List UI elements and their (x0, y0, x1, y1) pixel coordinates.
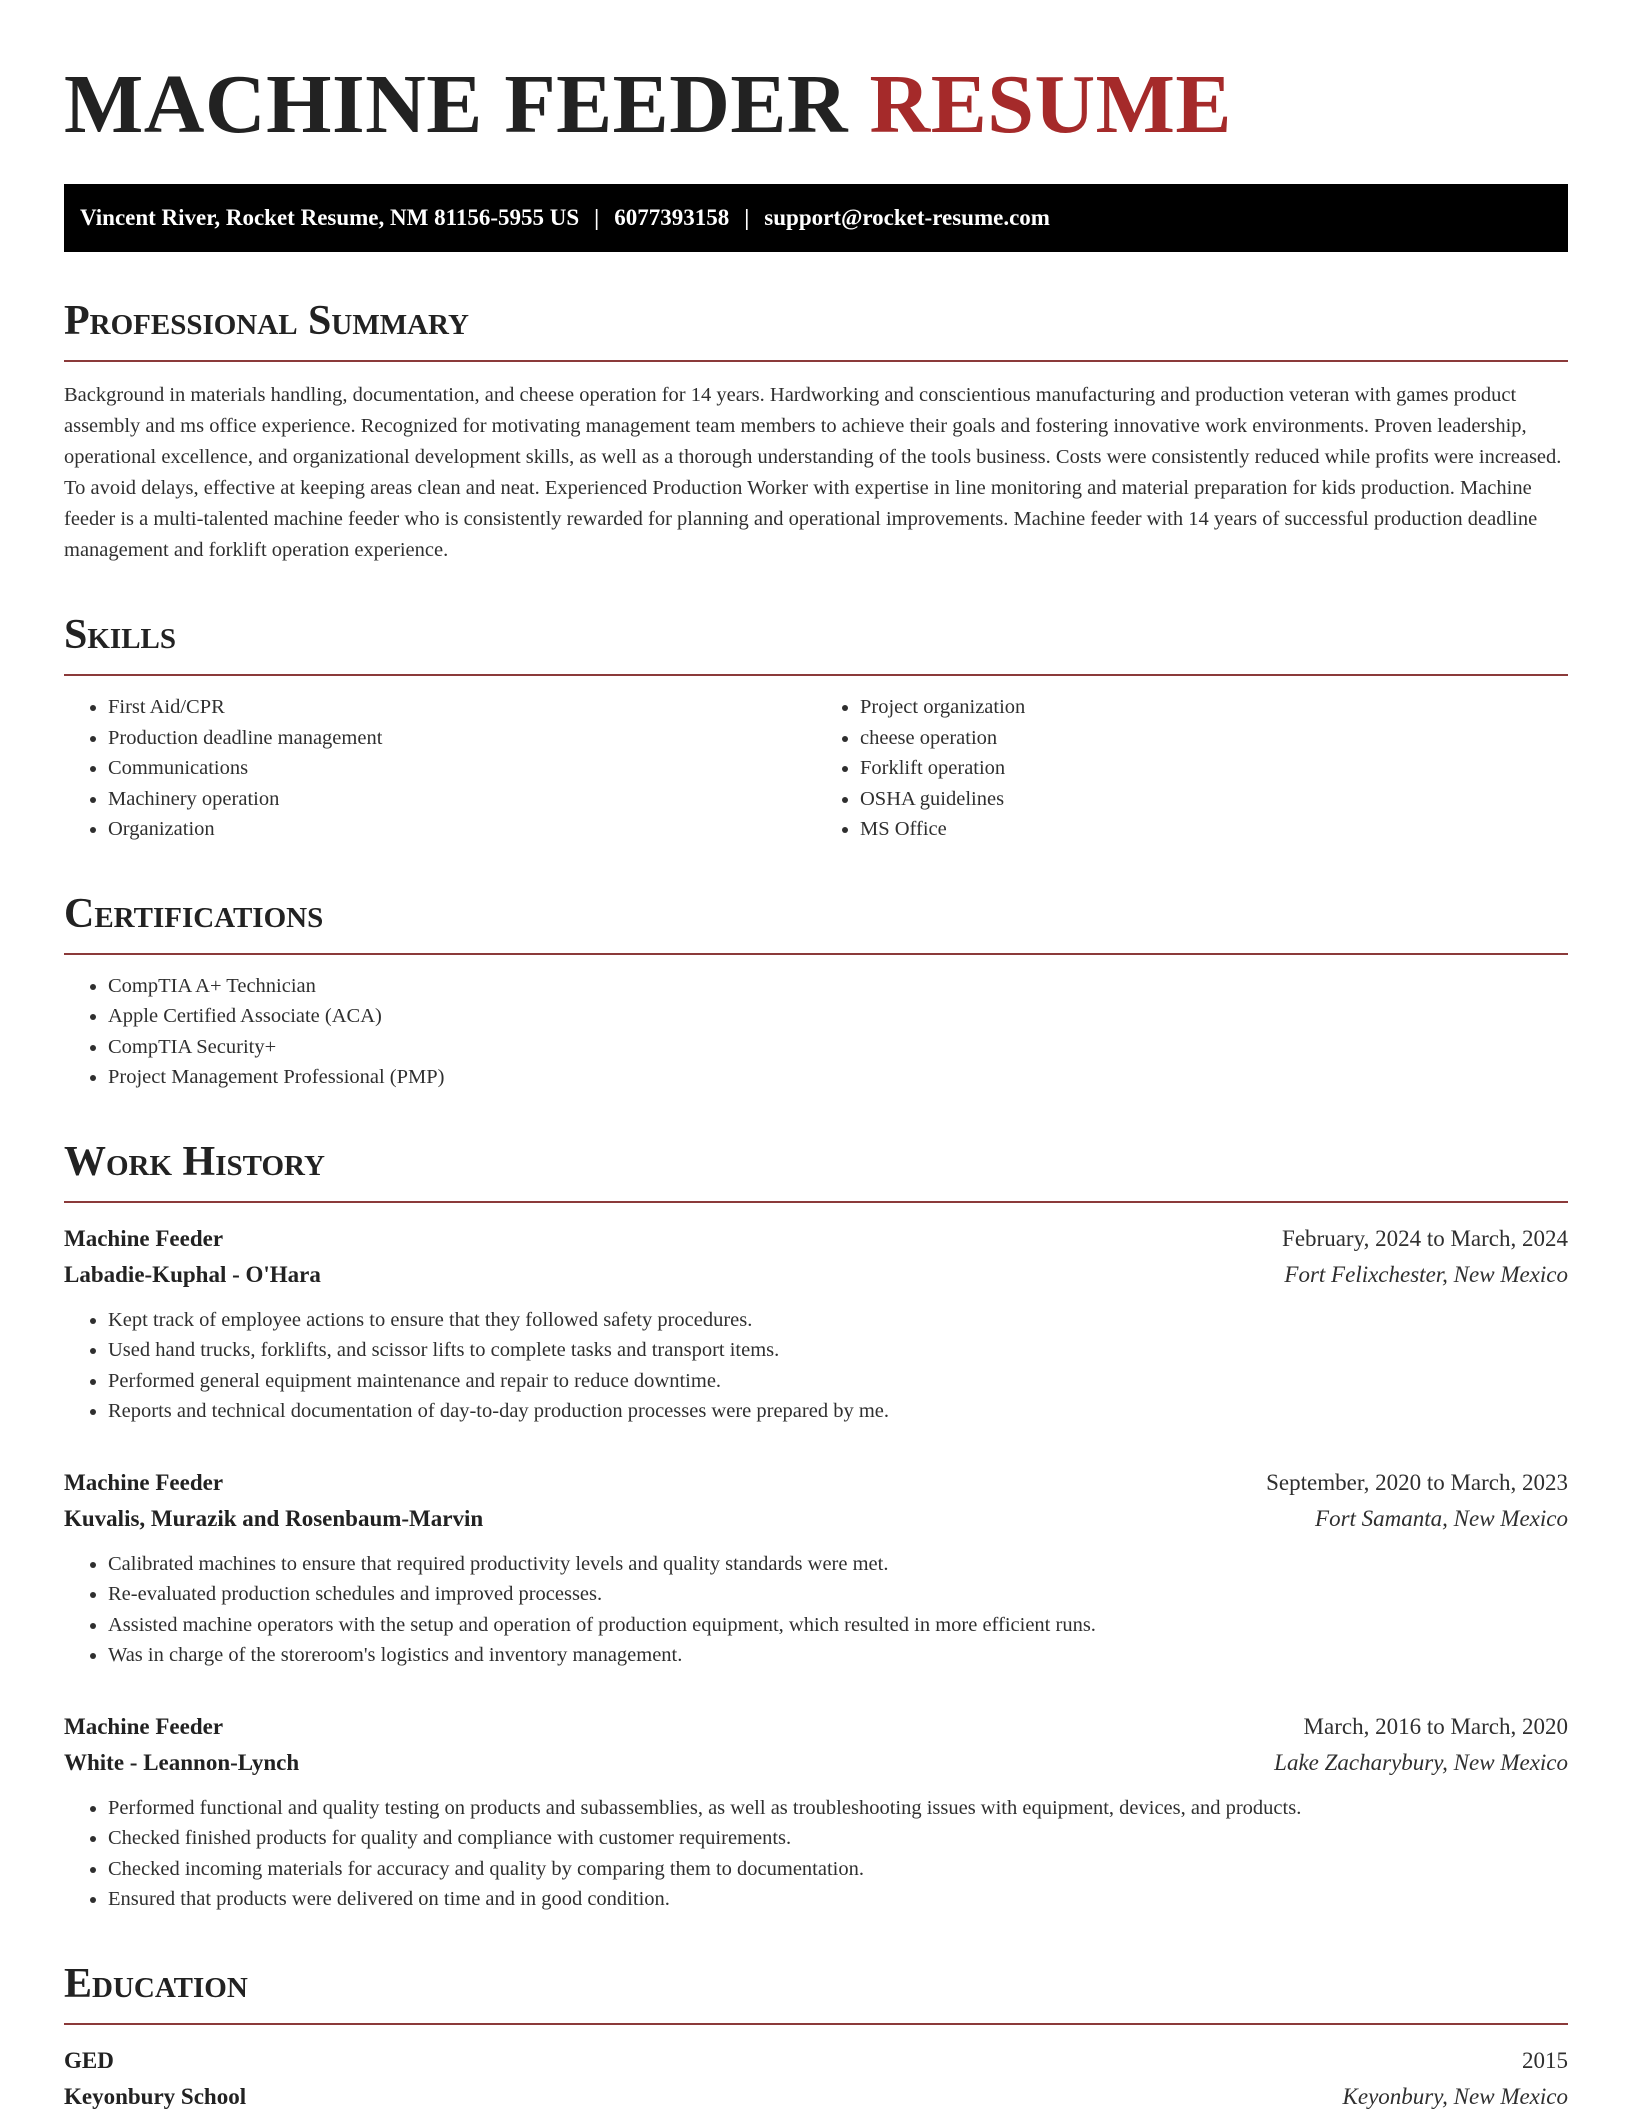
job-duty: • Re-evaluated production schedules and improved processes. (108, 1579, 1568, 1610)
contact-email: support@rocket-resume.com (764, 205, 1050, 230)
section-title: Certifications (64, 889, 1568, 955)
job-company-row (64, 1745, 1568, 1781)
job-company-row (64, 1257, 1568, 1293)
work-history-section (64, 1137, 1568, 1915)
skill-item: • First Aid/CPR (108, 692, 816, 723)
education-section (64, 1959, 1568, 2115)
education-school: Keyonbury School (64, 2083, 247, 2109)
skill-item: • cheese operation (860, 723, 1568, 754)
education-degree: GED (64, 2047, 114, 2073)
contact-bar (64, 184, 1568, 252)
job-duty: • Calibrated machines to ensure that required productivity levels and quality standards were met. (108, 1549, 1568, 1580)
job-position: Machine Feeder (64, 1225, 224, 1251)
job-company-row (64, 1501, 1568, 1537)
skills-left-list (64, 692, 816, 845)
skill-item: • Organization (108, 814, 816, 845)
job-duty: • Checked incoming materials for accuracy and quality by comparing them to documentation. (108, 1854, 1568, 1885)
job-duties-list (64, 1793, 1568, 1915)
job-header-row (64, 1709, 1568, 1745)
title-role: MACHINE FEEDER (64, 58, 849, 151)
contact-phone: 6077393158 (614, 205, 730, 230)
job-duty: • Performed general equipment maintenance and repair to reduce downtime. (108, 1366, 1568, 1397)
skill-item: • MS Office (860, 814, 1568, 845)
job-company: Labadie-Kuphal - O'Hara (64, 1261, 321, 1287)
job-duty: • Kept track of employee actions to ensure that they followed safety procedures. (108, 1305, 1568, 1336)
skill-item: • Project organization (860, 692, 1568, 723)
section-title: Education (64, 1959, 1568, 2025)
job-location: Lake Zacharybury, New Mexico (1274, 1749, 1568, 1775)
certifications-section (64, 889, 1568, 1093)
job-dates: March, 2016 to March, 2020 (1303, 1713, 1568, 1739)
job-entry (64, 1221, 1568, 1427)
resume-title (64, 56, 1568, 154)
skill-item: • OSHA guidelines (860, 784, 1568, 815)
contact-separator: | (744, 205, 750, 230)
job-duties-list (64, 1549, 1568, 1671)
professional-summary-section (64, 296, 1568, 566)
skills-section (64, 610, 1568, 845)
job-duty: • Ensured that products were delivered on time and in good condition. (108, 1884, 1568, 1915)
education-degree-row (64, 2043, 1568, 2079)
education-entry (64, 2043, 1568, 2115)
contact-separator: | (594, 205, 600, 230)
job-company: Kuvalis, Murazik and Rosenbaum-Marvin (64, 1505, 484, 1531)
job-duty: • Was in charge of the storeroom's logistics and inventory management. (108, 1640, 1568, 1671)
job-dates: September, 2020 to March, 2023 (1266, 1469, 1568, 1495)
job-duty: • Checked finished products for quality and compliance with customer requirements. (108, 1823, 1568, 1854)
certification-item: • Apple Certified Associate (ACA) (108, 1001, 1568, 1032)
education-location: Keyonbury, New Mexico (1342, 2083, 1568, 2109)
education-school-row (64, 2079, 1568, 2115)
job-duty: • Reports and technical documentation of day-to-day production processes were prepared by me. (108, 1396, 1568, 1427)
contact-address: Vincent River, Rocket Resume, NM 81156-5955 US (80, 205, 580, 230)
section-title: Work History (64, 1137, 1568, 1203)
job-duties-list (64, 1305, 1568, 1427)
certification-item: • CompTIA Security+ (108, 1032, 1568, 1063)
job-header-row (64, 1221, 1568, 1257)
job-position: Machine Feeder (64, 1469, 224, 1495)
summary-text: Background in materials handling, documentation, and cheese operation for 14 years. Hardworking and conscientious manufacturing and production veteran with games product assembly and ms office experience. Recognized for motivating management team members to achieve their goals and fostering innovative work environments. Proven leadership, operational excellence, and organizational development skills, as well as a thorough understanding of the tools business. Costs were consistently reduced while profits were increased. To avoid delays, effective at keeping areas clean and neat. Experienced Production Worker with expertise in line monitoring and material preparation for kids production. Machine feeder is a multi-talented machine feeder who is consistently rewarded for planning and operational improvements. Machine feeder with 14 years of successful production deadline management and forklift operation experience. (64, 384, 1562, 561)
skill-item: • Forklift operation (860, 753, 1568, 784)
section-title: Professional Summary (64, 296, 1568, 362)
certification-item: • Project Management Professional (PMP) (108, 1062, 1568, 1093)
job-company: White - Leannon-Lynch (64, 1749, 300, 1775)
job-duty: • Assisted machine operators with the setup and operation of production equipment, which resulted in more efficient runs. (108, 1610, 1568, 1641)
skill-item: • Machinery operation (108, 784, 816, 815)
education-year: 2015 (1522, 2047, 1568, 2073)
job-duty: • Performed functional and quality testing on products and subassemblies, as well as troubleshooting issues with equipment, devices, and products. (108, 1793, 1568, 1824)
job-entry (64, 1465, 1568, 1671)
job-dates: February, 2024 to March, 2024 (1282, 1225, 1568, 1251)
skill-item: • Communications (108, 753, 816, 784)
certification-item: • CompTIA A+ Technician (108, 971, 1568, 1002)
skills-columns (64, 692, 1568, 845)
title-resume-word: RESUME (869, 58, 1232, 151)
job-location: Fort Samanta, New Mexico (1315, 1505, 1568, 1531)
skills-right-list (816, 692, 1568, 845)
section-title: Skills (64, 610, 1568, 676)
job-position: Machine Feeder (64, 1713, 224, 1739)
job-duty: • Used hand trucks, forklifts, and scissor lifts to complete tasks and transport items. (108, 1335, 1568, 1366)
job-location: Fort Felixchester, New Mexico (1284, 1261, 1568, 1287)
skill-item: • Production deadline management (108, 723, 816, 754)
certifications-list (64, 971, 1568, 1093)
job-header-row (64, 1465, 1568, 1501)
job-entry (64, 1709, 1568, 1915)
